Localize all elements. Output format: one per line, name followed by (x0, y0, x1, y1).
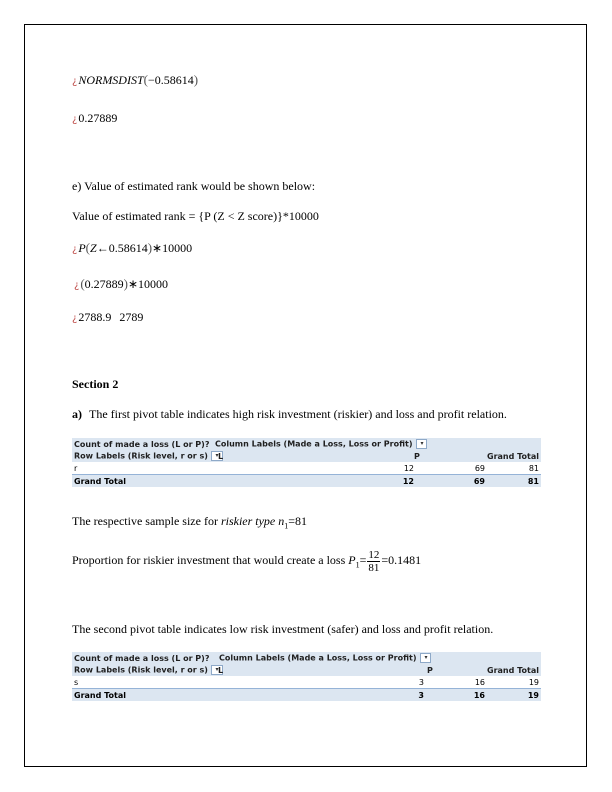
pivot-header-row-2 (72, 664, 541, 676)
close-paren: ) (193, 72, 199, 87)
sample-type: riskier type (220, 514, 276, 528)
second-pivot-intro: The second pivot table indicates low risk investment (safer) and loss and profit relation. (72, 622, 494, 636)
grand-total-value: 19 (527, 690, 539, 700)
prob-z: Z (90, 241, 97, 255)
column-labels (215, 439, 427, 449)
row-label: s (74, 677, 79, 687)
proportion-var: P (348, 553, 356, 567)
rounded-value: 2789 (119, 310, 144, 324)
part-a-label: a) (72, 407, 82, 421)
sample-var: n (278, 514, 285, 528)
prob-p: P (78, 241, 86, 255)
proportion-text: Proportion for riskier investment that would create a loss (72, 553, 346, 567)
cell-total: 81 (528, 463, 539, 473)
part-e-formula: Value of estimated rank = {P (Z < Z score)}*10000 (72, 209, 319, 223)
pivot-header-row-1 (72, 438, 541, 450)
column-header-grand-total: Grand Total (487, 665, 539, 675)
arrow-symbol: ← (96, 241, 109, 255)
row-label: r (74, 463, 78, 473)
dropdown-icon[interactable]: ▾ (420, 653, 431, 663)
math-line-probability (72, 241, 192, 257)
proportion-line (72, 546, 421, 579)
sample-text: The respective sample size for (72, 514, 218, 528)
grand-total-row (72, 474, 541, 487)
math-line-normsdist (72, 73, 198, 89)
math-line-final (72, 310, 143, 326)
pivot-header-row-2 (72, 450, 541, 462)
grand-total-value: 81 (527, 476, 539, 486)
open-paren: ( (85, 240, 90, 255)
column-header-p: P (414, 451, 420, 461)
result-value: 0.27889 (78, 111, 118, 125)
column-labels-text: Column Labels (Made a Loss, Loss or Profit) (219, 653, 417, 663)
table-row (72, 462, 541, 474)
filter-icon[interactable]: ▾ (211, 665, 223, 675)
cell-p: 16 (474, 677, 485, 687)
sample-eq: =81 (288, 514, 308, 528)
inverted-question-mark: ¿ (72, 76, 78, 87)
section-2-a-paragraph (72, 407, 507, 421)
proportion-fraction (367, 549, 380, 574)
cell-l: 12 (403, 463, 414, 473)
fraction-denominator: 81 (368, 561, 380, 574)
table-row (72, 676, 541, 688)
filter-icon[interactable]: ▾ (211, 451, 223, 461)
inverted-question-mark: ¿ (74, 280, 80, 291)
sample-size-line (72, 514, 307, 533)
proportion-result: =0.1481 (381, 553, 422, 567)
proportion-eq: = (359, 553, 367, 567)
count-label: Count of made a loss (L or P)? (74, 439, 210, 449)
normsdist-func: NORMSDIST (78, 73, 144, 87)
prob-mult: ∗10000 (152, 241, 193, 255)
grand-total-p: 69 (473, 476, 485, 486)
fraction-numerator: 12 (368, 548, 380, 561)
cell-l: 3 (418, 677, 424, 687)
column-header-l: L (218, 665, 224, 675)
open-paren: ( (80, 276, 85, 291)
count-label: Count of made a loss (L or P)? (74, 653, 210, 663)
pivot-table-riskier (72, 438, 541, 487)
multiply-factor: ∗10000 (128, 277, 169, 291)
row-labels-text: Row Labels (Risk level, r or s) (74, 451, 208, 461)
multiply-value: 0.27889 (84, 277, 124, 291)
section-2-title: Section 2 (72, 377, 119, 391)
row-labels (74, 665, 223, 675)
part-e-heading: e) Value of estimated rank would be shown below: (72, 179, 316, 193)
part-a-text: The first pivot table indicates high risk investment (riskier) and loss and profit relation. (89, 407, 507, 421)
cell-total: 19 (528, 677, 539, 687)
grand-total-l: 12 (402, 476, 414, 486)
final-value: 2788.9 (78, 310, 112, 324)
math-line-multiply (72, 277, 168, 293)
column-header-p: P (427, 665, 433, 675)
grand-total-p: 16 (473, 690, 485, 700)
column-labels-text: Column Labels (Made a Loss, Loss or Profit) (215, 439, 413, 449)
grand-total-l: 3 (418, 690, 424, 700)
column-labels (219, 653, 431, 663)
open-paren: ( (143, 72, 148, 87)
column-header-grand-total: Grand Total (487, 451, 539, 461)
pivot-table-safer (72, 652, 541, 701)
pivot-header-row-1 (72, 652, 541, 664)
row-labels (74, 451, 223, 461)
math-line-result (72, 111, 117, 127)
inverted-question-mark: ¿ (72, 244, 78, 255)
column-header-l: L (218, 451, 224, 461)
grand-total-label: Grand Total (74, 690, 126, 700)
close-paren: ) (123, 276, 128, 291)
dropdown-icon[interactable]: ▾ (416, 439, 427, 449)
grand-total-label: Grand Total (74, 476, 126, 486)
cell-p: 69 (474, 463, 485, 473)
normsdist-arg: −0.58614 (148, 73, 194, 87)
inverted-question-mark: ¿ (72, 114, 78, 125)
prob-arg: 0.58614 (108, 241, 148, 255)
sample-sub: 1 (284, 521, 289, 531)
grand-total-row (72, 688, 541, 701)
close-paren: ) (147, 240, 153, 255)
inverted-question-mark: ¿ (72, 313, 78, 324)
row-labels-text: Row Labels (Risk level, r or s) (74, 665, 208, 675)
proportion-sub: 1 (355, 560, 360, 570)
